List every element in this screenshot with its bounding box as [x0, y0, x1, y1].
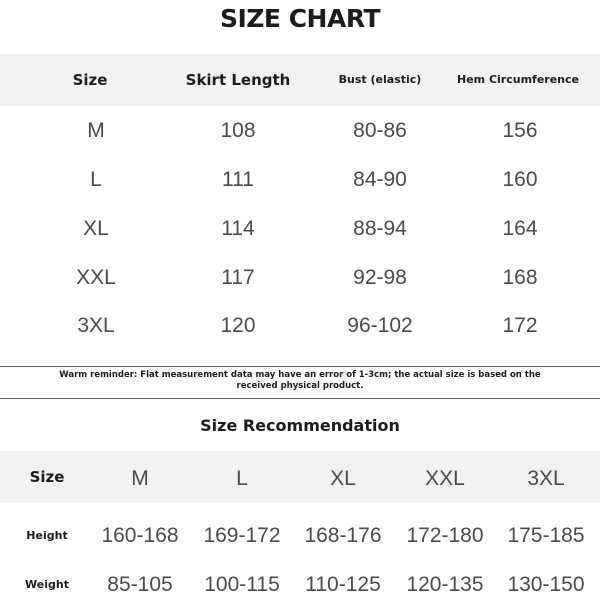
- header-size: Size: [72, 71, 108, 89]
- recommendation-height-row: [0, 513, 600, 559]
- divider-bottom: [0, 398, 600, 399]
- cell-bust: 92-98: [353, 266, 407, 289]
- height-value: 168-176: [304, 524, 382, 547]
- recommendation-title: Size Recommendation: [200, 416, 400, 435]
- header-bust: Bust (elastic): [338, 73, 422, 86]
- cell-skirt-length: 117: [221, 266, 255, 289]
- header-hem-circumference: Hem Circumference: [457, 73, 579, 86]
- cell-hem: 164: [502, 217, 538, 240]
- cell-skirt-length: 114: [221, 217, 255, 240]
- recommendation-size: M: [131, 467, 149, 490]
- cell-skirt-length: 111: [222, 168, 254, 191]
- size-chart-header: [0, 54, 600, 106]
- height-value: 172-180: [406, 524, 484, 547]
- cell-bust: 88-94: [353, 217, 407, 240]
- recommendation-weight-label: Weight: [25, 578, 69, 591]
- cell-size: L: [90, 168, 102, 191]
- recommendation-header: [0, 451, 600, 503]
- warm-reminder-line-1: Warm reminder: Flat measurement data may have an error of 1-3cm; the actual size is based on the: [59, 370, 541, 380]
- cell-hem: 172: [502, 314, 538, 337]
- recommendation-weight-row: [0, 562, 600, 608]
- recommendation-size: L: [236, 467, 248, 490]
- recommendation-size: 3XL: [527, 467, 565, 490]
- recommendation-size: XL: [330, 467, 356, 490]
- weight-value: 130-150: [507, 573, 585, 596]
- weight-value: 100-115: [204, 573, 280, 596]
- page-title: SIZE CHART: [219, 4, 380, 33]
- height-value: 169-172: [203, 524, 281, 547]
- cell-bust: 84-90: [353, 168, 407, 191]
- weight-value: 85-105: [107, 573, 173, 596]
- table-row: [0, 254, 600, 302]
- cell-size: XXL: [76, 266, 116, 289]
- divider-top: [0, 366, 600, 367]
- height-value: 175-185: [507, 524, 585, 547]
- cell-skirt-length: 120: [220, 314, 256, 337]
- recommendation-size-label: Size: [29, 468, 65, 486]
- height-value: 160-168: [101, 524, 179, 547]
- warm-reminder: [40, 370, 560, 392]
- table-row: [0, 205, 600, 253]
- recommendation-size: XXL: [425, 467, 465, 490]
- table-row: [0, 107, 600, 155]
- weight-value: 110-125: [305, 573, 381, 596]
- cell-skirt-length: 108: [220, 119, 256, 142]
- table-row: [0, 302, 600, 350]
- cell-hem: 156: [502, 119, 538, 142]
- table-row: [0, 156, 600, 204]
- cell-size: 3XL: [77, 314, 115, 337]
- weight-value: 120-135: [406, 573, 484, 596]
- warm-reminder-line-2: received physical product.: [236, 381, 364, 391]
- cell-bust: 80-86: [353, 119, 407, 142]
- recommendation-height-label: Height: [26, 529, 68, 542]
- cell-hem: 160: [502, 168, 538, 191]
- cell-bust: 96-102: [347, 314, 413, 337]
- cell-size: M: [87, 119, 105, 142]
- cell-size: XL: [83, 217, 109, 240]
- header-skirt-length: Skirt Length: [185, 71, 291, 89]
- cell-hem: 168: [502, 266, 538, 289]
